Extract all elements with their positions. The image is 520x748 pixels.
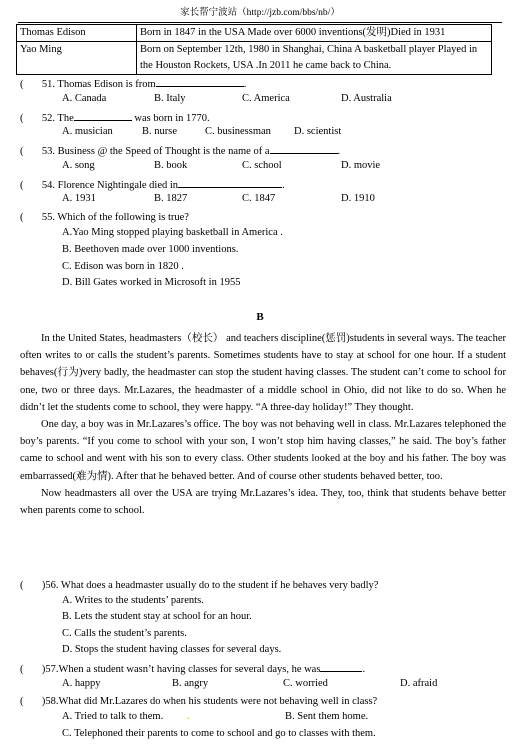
section-title: B (256, 311, 264, 323)
table-cell-name: Yao Ming (17, 42, 137, 75)
question-stem: 55. Which of the following is true? (41, 212, 189, 223)
option: A. Tried to talk to them. (62, 711, 164, 722)
page-header: 家长帮宁波站（http://jzb.com/bbs/nb/） (18, 6, 502, 23)
question-52 (20, 110, 210, 126)
table-row (17, 25, 492, 42)
option: C. America (242, 93, 290, 104)
question-end: . (243, 79, 247, 90)
option: A. song (62, 160, 95, 171)
option: A. musician (62, 126, 113, 137)
option: D. movie (341, 160, 381, 171)
paragraph: In the United States, headmasters（校长） and teachers discipline(惩罚)students in several ways. The teacher often writes to or calls the student’s parents. Sometimes students have to stay at school for one hour. If a student behaves(行为)very badly, the headmaster can stop the student having classes. The student can’t come to school for one, two or three days. Mr.Lazares, the headmaster of a middle school in Ohio, did not like to do so. When he didn’t let the students come to school, they were happy. “A three-day holiday!” They thought. (20, 333, 506, 413)
question-55 (20, 210, 189, 225)
answer-blank[interactable] (320, 661, 362, 672)
reading-passage (20, 330, 506, 519)
option: C. businessman (205, 126, 271, 137)
option: B. angry (172, 678, 209, 689)
option: A. happy (62, 678, 101, 689)
option: A.Yao Ming stopped playing basketball in America . (62, 227, 283, 238)
option: D. Stops the student having classes for several days. (62, 644, 282, 655)
stray-dot: . (187, 711, 190, 722)
paren: ( (20, 180, 24, 191)
paren: ( (20, 113, 24, 124)
option: D. afraid (400, 678, 438, 689)
option: B. nurse (142, 126, 177, 137)
table-cell-info: Born in 1847 in the USA Made over 6000 inventions(发明)Died in 1931 (137, 25, 492, 42)
paren: ( (20, 696, 24, 707)
question-stem: 51. Thomas Edison is from (41, 79, 156, 90)
question-58 (20, 694, 377, 709)
option: C. 1847 (242, 193, 276, 204)
table-cell-info: Born on September 12th, 1980 in Shanghai, China A basketball player Played in the Houston Rockets, USA .In 2011 he came back to China. (137, 42, 492, 75)
answer-blank[interactable] (156, 76, 244, 87)
option: C. worried (283, 678, 328, 689)
question-end: . (282, 180, 285, 191)
option: D. Australia (341, 93, 392, 104)
paren: ( (20, 79, 24, 90)
option: D. Bill Gates worked in Microsoft in 1955 (62, 277, 241, 288)
option: B. Italy (154, 93, 186, 104)
option: C. school (242, 160, 282, 171)
option: B. 1827 (154, 193, 188, 204)
question-stem: 52. The (41, 113, 74, 124)
question-57 (20, 661, 365, 677)
table-cell-name: Thomas Edison (17, 25, 137, 42)
option: A. Writes to the students’ parents. (62, 595, 204, 606)
option: B. Sent them home. (285, 711, 369, 722)
option: C. Edison was born in 1820 . (62, 261, 184, 272)
question-stem: )56. What does a headmaster usually do to the student if he behaves very badly? (41, 580, 379, 591)
question-stem: )57.When a student wasn’t having classes for several days, he was (41, 664, 321, 675)
option: D. 1910 (341, 193, 375, 204)
paren: ( (20, 580, 24, 591)
question-stem: 53. Business @ the Speed of Thought is the name of a (41, 146, 270, 157)
option: A. Canada (62, 93, 107, 104)
question-stem: )58.What did Mr.Lazares do when his students were not behaving well in class? (41, 696, 378, 707)
table-row (17, 42, 492, 75)
option: A. 1931 (62, 193, 96, 204)
option: C. Calls the student’s parents. (62, 628, 187, 639)
option: B. Beethoven made over 1000 inventions. (62, 244, 239, 255)
option: C. Telephoned their parents to come to school and go to classes with them. (62, 728, 376, 739)
info-table (16, 24, 492, 75)
question-stem-rest: was born in 1770. (134, 113, 210, 124)
question-end: . (362, 664, 366, 675)
question-53 (20, 143, 340, 159)
option: D. scientist (294, 126, 342, 137)
answer-blank[interactable] (270, 143, 338, 154)
question-end: . (337, 146, 341, 157)
question-54 (20, 177, 285, 193)
paren: ( (20, 146, 24, 157)
option: B. Lets the student stay at school for an hour. (62, 611, 252, 622)
question-51 (20, 76, 246, 92)
paragraph: Now headmasters all over the USA are trying Mr.Lazares’s idea. They, too, think that students behave better when parents come to school. (20, 487, 506, 517)
answer-blank[interactable] (74, 110, 132, 121)
paragraph: One day, a boy was in Mr.Lazares’s office. The boy was not behaving well in class. Mr.Lazares telephoned the boy’s parents. “If you come to school with your son, I won’t stop him having classes,” he said. The boy’s father came to school and went with his son to every class. Other students looked at the boy and his father. The boy was embarrassed(难为情). After that he behaved better. And of course other students behaved better, too. (20, 419, 506, 482)
option: B. book (154, 160, 188, 171)
question-56 (20, 578, 378, 593)
question-stem: 54. Florence Nightingale died in (41, 180, 179, 191)
paren: ( (20, 212, 24, 223)
paren: ( (20, 664, 24, 675)
answer-blank[interactable] (178, 177, 282, 188)
